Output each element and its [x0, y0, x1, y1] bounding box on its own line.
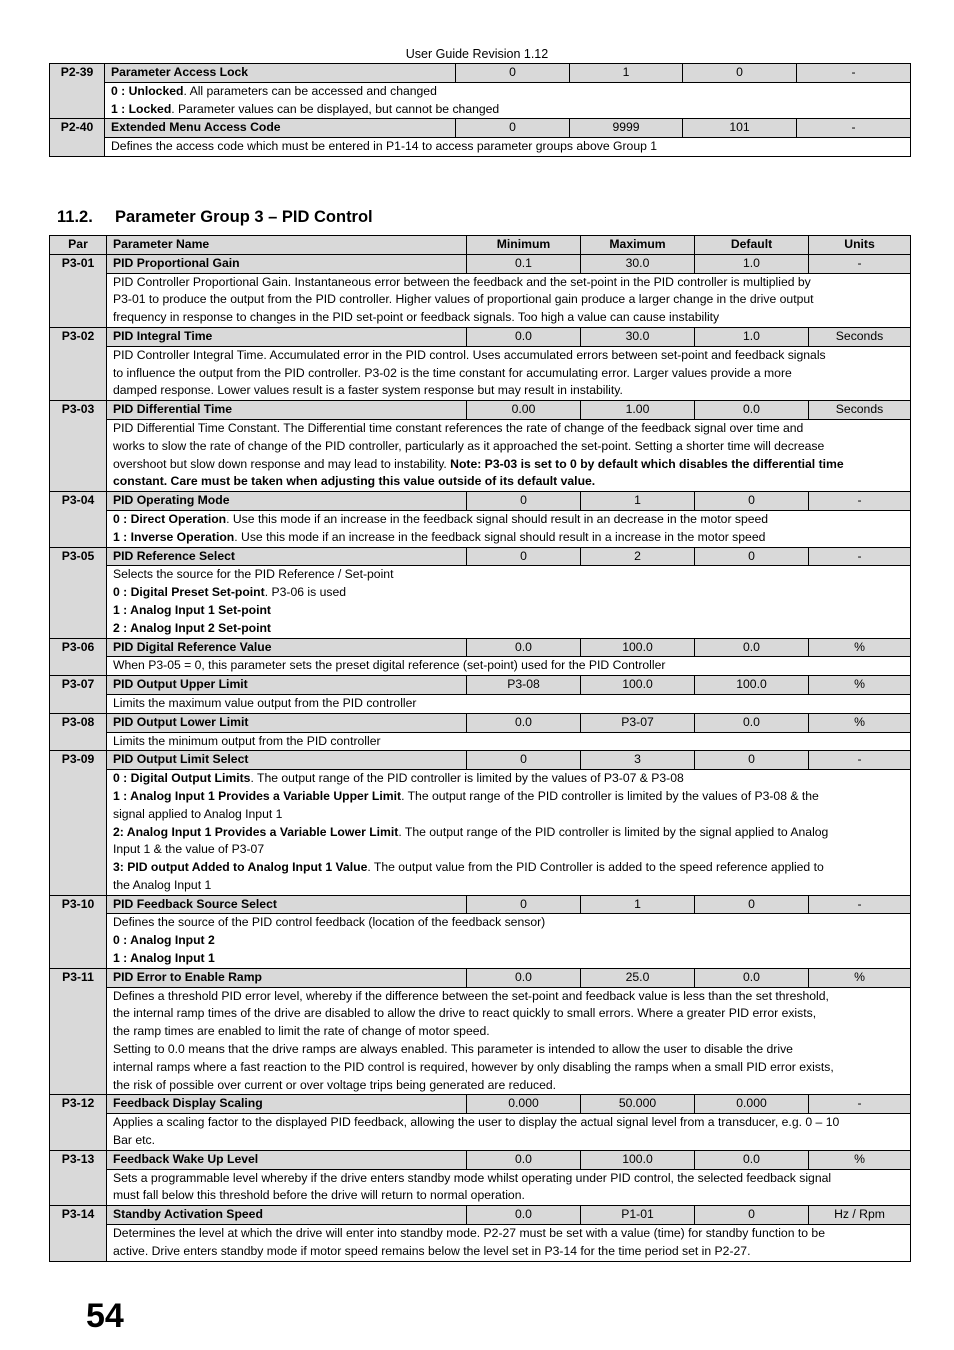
parameter-description-row: [50, 987, 911, 1095]
description-line: [113, 1041, 904, 1059]
description-bold-text: 0 : Direct Operation: [113, 511, 227, 526]
description-line: [113, 1005, 904, 1023]
description-text: works to slow the rate of change of the PID controller, particularly as it approached the set-point. Setting a shorter time will decrease: [113, 438, 825, 453]
parameter-default: 0: [695, 895, 809, 914]
description-text: . Use this mode if an increase in the feedback signal should result in a increase in the motor speed: [234, 529, 766, 544]
description-text: Bar etc.: [113, 1133, 155, 1148]
parameter-description: [107, 732, 911, 751]
description-line: [113, 382, 904, 400]
parameter-units: -: [809, 751, 911, 770]
col-units: Units: [809, 236, 911, 255]
description-text: Applies a scaling factor to the displayed PID feedback, allowing the user to display the actual signal level from a transducer, e.g. 0 – 10: [113, 1115, 840, 1130]
description-text: the internal ramp times of the drive are disabled to allow the drive to react quickly to small errors. Where a greater PID error exists,: [113, 1006, 817, 1021]
parameter-description-row: [50, 82, 911, 119]
parameter-description: [105, 82, 911, 119]
description-text: PID Controller Proportional Gain. Instantaneous error between the feedback and the set-point in the PID controller is multiplied by: [113, 274, 811, 289]
parameter-description: [107, 987, 911, 1095]
parameter-row: [50, 119, 911, 138]
col-max: Maximum: [581, 236, 695, 255]
parameter-default: 0.0: [695, 638, 809, 657]
parameter-name: PID Error to Enable Ramp: [107, 968, 467, 987]
description-line: [113, 806, 904, 824]
description-text: Defines a threshold PID error level, whereby if the difference between the set-point and feedback value is less than the set threshold,: [113, 988, 829, 1003]
parameter-minimum: 0: [467, 895, 581, 914]
parameter-maximum: 3: [581, 751, 695, 770]
parameter-default: 0: [683, 64, 797, 83]
description-text: . The output range of the PID controller is limited by the signal applied to Analog: [398, 824, 829, 839]
description-bold-text: 0 : Digital Preset Set-point: [113, 585, 265, 600]
page-number: 54: [86, 1297, 124, 1335]
description-line: [113, 365, 904, 383]
description-line: [113, 932, 904, 950]
parameter-maximum: 1: [581, 492, 695, 511]
parameter-default: 0.000: [695, 1095, 809, 1114]
parameter-default: 100.0: [695, 676, 809, 695]
description-text: Input 1 & the value of P3-07: [113, 842, 265, 857]
parameter-name: PID Digital Reference Value: [107, 638, 467, 657]
section-title: [57, 208, 373, 227]
description-line: [113, 347, 904, 365]
description-text: Selects the source for the PID Reference / Set-point: [113, 567, 394, 582]
parameter-maximum: 1: [581, 895, 695, 914]
description-text: Sets a programmable level whereby if the drive enters standby mode whilst operating under PID control, the selected feedback signal: [113, 1170, 832, 1185]
parameter-description: [107, 419, 911, 491]
description-text: active. Drive enters standby mode if motor speed remains below the level set in P3-14 for the time period set in P2-27.: [113, 1243, 751, 1258]
parameter-minimum: 0.0: [467, 327, 581, 346]
description-line: [111, 83, 904, 101]
parameter-maximum: 2: [581, 547, 695, 566]
description-line: [113, 1114, 904, 1132]
description-line: [113, 584, 904, 602]
description-line: [113, 1243, 904, 1261]
parameter-description: [107, 770, 911, 896]
description-line: [113, 1059, 904, 1077]
description-text: Defines the source of the PID control feedback (location of the feedback sensor): [113, 915, 546, 930]
description-text: must fall below this threshold before the drive will return to normal operation.: [113, 1188, 525, 1203]
parameter-name: Feedback Wake Up Level: [107, 1150, 467, 1169]
parameter-description: [107, 657, 911, 676]
description-text: P3-01 to produce the output from the PID controller. Higher values of proportional gain produce a larger change in the drive output: [113, 292, 814, 307]
parameter-row: [50, 254, 911, 273]
parameter-description-row: [50, 1225, 911, 1262]
parameter-minimum: 0.0: [467, 1206, 581, 1225]
parameter-name: PID Reference Select: [107, 547, 467, 566]
parameter-code: P3-09: [50, 751, 107, 895]
parameter-description-row: [50, 419, 911, 491]
parameter-row: [50, 895, 911, 914]
parameter-row: [50, 492, 911, 511]
parameter-minimum: 0.00: [467, 401, 581, 420]
description-bold-text: 1 : Analog Input 1 Provides a Variable Upper Limit: [113, 788, 402, 803]
description-text: Determines the level at which the drive will enter into standby mode. P2-27 must be set with a value (time) for standby function to be: [113, 1226, 825, 1241]
description-text: the Analog Input 1: [113, 877, 212, 892]
description-line: [113, 291, 904, 309]
parameter-code: P3-10: [50, 895, 107, 968]
parameter-minimum: 0.000: [467, 1095, 581, 1114]
parameter-code: P3-13: [50, 1150, 107, 1205]
parameter-units: Hz / Rpm: [809, 1206, 911, 1225]
parameter-units: -: [809, 492, 911, 511]
parameter-code: P3-02: [50, 327, 107, 400]
description-text: . All parameters can be accessed and changed: [183, 83, 437, 98]
description-text: overshoot but slow down response and may lead to instability.: [113, 456, 451, 471]
parameter-units: %: [809, 713, 911, 732]
parameter-table-group-2: [49, 63, 911, 157]
section-number: 11.2.: [57, 208, 93, 226]
parameter-code: P3-07: [50, 676, 107, 714]
description-line: [113, 309, 904, 327]
parameter-maximum: 1.00: [581, 401, 695, 420]
description-line: [113, 1023, 904, 1041]
parameter-description: [107, 1114, 911, 1151]
parameter-code: P3-06: [50, 638, 107, 676]
parameter-name: Extended Menu Access Code: [105, 119, 456, 138]
page-header: User Guide Revision 1.12: [405, 47, 549, 61]
parameter-description-row: [50, 510, 911, 547]
parameter-code: P3-04: [50, 492, 107, 547]
parameter-minimum: 0.0: [467, 713, 581, 732]
description-line: [113, 620, 904, 638]
parameter-minimum: 0.0: [467, 968, 581, 987]
description-text: . The output range of the PID controller is limited by the values of P3-08 & the: [401, 788, 819, 803]
description-text: signal applied to Analog Input 1: [113, 806, 283, 821]
parameter-code: P3-08: [50, 713, 107, 751]
parameter-default: 1.0: [695, 254, 809, 273]
description-line: [111, 101, 904, 119]
description-bold-text: 1 : Analog Input 1: [113, 951, 215, 966]
description-text: Limits the minimum output from the PID controller: [113, 733, 381, 748]
parameter-maximum: 1: [570, 64, 683, 83]
description-line: [113, 770, 904, 788]
parameter-name: PID Operating Mode: [107, 492, 467, 511]
parameter-maximum: 100.0: [581, 1150, 695, 1169]
parameter-description: [107, 346, 911, 400]
parameter-row: [50, 64, 911, 83]
parameter-row: [50, 327, 911, 346]
parameter-row: [50, 401, 911, 420]
parameter-row: [50, 547, 911, 566]
col-min: Minimum: [467, 236, 581, 255]
description-text: the ramp times are enabled to limit the rate of change of motor speed.: [113, 1024, 490, 1039]
parameter-code: P3-05: [50, 547, 107, 638]
parameter-description: [107, 510, 911, 547]
description-line: [113, 529, 904, 547]
column-header-row: [50, 236, 911, 255]
parameter-description-row: [50, 694, 911, 713]
parameter-units: %: [809, 968, 911, 987]
parameter-units: -: [797, 64, 911, 83]
parameter-code: P3-11: [50, 968, 107, 1095]
description-line: [113, 950, 904, 968]
parameter-units: -: [797, 119, 911, 138]
parameter-units: -: [809, 895, 911, 914]
description-line: [113, 788, 904, 806]
description-text: damped response. Lower values result is a faster system response but may result in instability.: [113, 383, 623, 398]
parameter-code: P2-39: [50, 64, 105, 119]
parameter-default: 0.0: [695, 968, 809, 987]
parameter-minimum: 0: [467, 547, 581, 566]
parameter-row: [50, 1206, 911, 1225]
description-bold-text: 1 : Locked: [111, 101, 172, 116]
section-heading: Parameter Group 3 – PID Control: [115, 208, 373, 226]
description-text: Limits the maximum value output from the PID controller: [113, 695, 417, 710]
parameter-maximum: 30.0: [581, 327, 695, 346]
parameter-maximum: P1-01: [581, 1206, 695, 1225]
description-line: [113, 438, 904, 456]
parameter-units: %: [809, 1150, 911, 1169]
description-line: [113, 877, 904, 895]
description-line: [113, 566, 904, 584]
description-line: [113, 1225, 904, 1243]
parameter-name: PID Output Lower Limit: [107, 713, 467, 732]
parameter-row: [50, 1150, 911, 1169]
parameter-default: 0: [695, 492, 809, 511]
parameter-name: PID Feedback Source Select: [107, 895, 467, 914]
description-line: [113, 859, 904, 877]
description-bold-text: 0 : Analog Input 2: [113, 933, 215, 948]
description-line: [113, 657, 904, 675]
description-bold-text: 1 : Inverse Operation: [113, 529, 235, 544]
description-text: frequency in response to changes in the PID set-point or feedback signals. Too high a value can cause instability: [113, 310, 720, 325]
parameter-name: PID Integral Time: [107, 327, 467, 346]
parameter-minimum: 0.0: [467, 1150, 581, 1169]
description-text: When P3-05 = 0, this parameter sets the preset digital reference (set-point) used for the PID Controller: [113, 658, 666, 673]
col-default: Default: [695, 236, 809, 255]
description-line: [113, 733, 904, 751]
description-text: . P3-06 is used: [264, 585, 346, 600]
parameter-description: [107, 273, 911, 327]
description-text: . The output range of the PID controller is limited by the values of P3-07 & P3-08: [250, 771, 684, 786]
parameter-description-row: [50, 566, 911, 638]
description-bold-text: 2: Analog Input 1 Provides a Variable Lower Limit: [113, 824, 399, 839]
parameter-description: [107, 694, 911, 713]
description-line: [113, 1132, 904, 1150]
description-line: [113, 420, 904, 438]
description-text: . Parameter values can be displayed, but cannot be changed: [171, 101, 500, 116]
parameter-description-row: [50, 138, 911, 157]
description-bold-text: Note: P3-03 is set to 0 by default which disables the differential time: [450, 456, 844, 471]
col-name: Parameter Name: [107, 236, 467, 255]
description-line: [113, 824, 904, 842]
description-line: [113, 473, 904, 491]
description-text: Setting to 0.0 means that the drive ramps are always enabled. This parameter is intended to allow the user to disable the drive: [113, 1042, 793, 1057]
parameter-maximum: 100.0: [581, 638, 695, 657]
description-line: [113, 695, 904, 713]
parameter-description-row: [50, 1169, 911, 1206]
parameter-units: %: [809, 676, 911, 695]
parameter-description-row: [50, 732, 911, 751]
parameter-description-row: [50, 657, 911, 676]
parameter-default: 0: [695, 547, 809, 566]
parameter-row: [50, 638, 911, 657]
parameter-units: %: [809, 638, 911, 657]
parameter-minimum: P3-08: [467, 676, 581, 695]
parameter-default: 0: [695, 751, 809, 770]
parameter-minimum: 0.0: [467, 638, 581, 657]
parameter-name: Standby Activation Speed: [107, 1206, 467, 1225]
description-bold-text: 0 : Digital Output Limits: [113, 771, 251, 786]
description-text: Defines the access code which must be entered in P1-14 to access parameter groups above Group 1: [111, 139, 658, 154]
parameter-description: [107, 914, 911, 968]
parameter-maximum: 30.0: [581, 254, 695, 273]
parameter-name: PID Output Limit Select: [107, 751, 467, 770]
parameter-description-row: [50, 770, 911, 896]
description-text: PID Differential Time Constant. The Differential time constant references the rate of change of the feedback signal over time and: [113, 420, 804, 435]
parameter-row: [50, 751, 911, 770]
description-bold-text: 2 : Analog Input 2 Set-point: [113, 620, 271, 635]
parameter-minimum: 0: [456, 64, 570, 83]
parameter-description-row: [50, 273, 911, 327]
description-text: PID Controller Integral Time. Accumulated error in the PID control. Uses accumulated errors between set-point and feedback signals: [113, 347, 826, 362]
parameter-default: 101: [683, 119, 797, 138]
parameter-units: -: [809, 254, 911, 273]
description-line: [111, 138, 904, 156]
parameter-description-row: [50, 346, 911, 400]
parameter-name: PID Differential Time: [107, 401, 467, 420]
parameter-units: Seconds: [809, 327, 911, 346]
parameter-minimum: 0: [456, 119, 570, 138]
description-bold-text: 0 : Unlocked: [111, 83, 184, 98]
description-bold-text: 3: PID output Added to Analog Input 1 Value: [113, 860, 368, 875]
parameter-code: P3-14: [50, 1206, 107, 1261]
parameter-name: Parameter Access Lock: [105, 64, 456, 83]
parameter-maximum: 50.000: [581, 1095, 695, 1114]
description-line: [113, 841, 904, 859]
col-par: Par: [50, 236, 107, 255]
parameter-name: PID Proportional Gain: [107, 254, 467, 273]
parameter-maximum: 25.0: [581, 968, 695, 987]
parameter-row: [50, 713, 911, 732]
parameter-description-row: [50, 914, 911, 968]
parameter-maximum: 100.0: [581, 676, 695, 695]
parameter-code: P3-01: [50, 254, 107, 327]
parameter-default: 0.0: [695, 1150, 809, 1169]
parameter-code: P3-03: [50, 401, 107, 492]
parameter-default: 0: [695, 1206, 809, 1225]
description-line: [113, 914, 904, 932]
parameter-row: [50, 968, 911, 987]
parameter-default: 0.0: [695, 401, 809, 420]
parameter-name: Feedback Display Scaling: [107, 1095, 467, 1114]
parameter-maximum: 9999: [570, 119, 683, 138]
parameter-description: [107, 566, 911, 638]
parameter-default: 1.0: [695, 327, 809, 346]
parameter-name: PID Output Upper Limit: [107, 676, 467, 695]
description-bold-text: constant. Care must be taken when adjusting this value outside of its default value.: [113, 474, 596, 489]
description-line: [113, 1187, 904, 1205]
description-bold-text: 1 : Analog Input 1 Set-point: [113, 602, 271, 617]
description-line: [113, 274, 904, 292]
parameter-table-group-3: [49, 235, 911, 1262]
parameter-description: [107, 1169, 911, 1206]
description-line: [113, 1077, 904, 1095]
parameter-units: Seconds: [809, 401, 911, 420]
parameter-units: -: [809, 547, 911, 566]
description-line: [113, 988, 904, 1006]
description-line: [113, 1170, 904, 1188]
description-line: [113, 602, 904, 620]
parameter-row: [50, 1095, 911, 1114]
parameter-minimum: 0: [467, 492, 581, 511]
description-text: . The output value from the PID Controller is added to the speed reference applied to: [367, 860, 824, 875]
description-text: to influence the output from the PID controller. P3-02 is the time constant for accumulating error. Larger values provide a more: [113, 365, 792, 380]
parameter-default: 0.0: [695, 713, 809, 732]
parameter-description: [105, 138, 911, 157]
parameter-minimum: 0: [467, 751, 581, 770]
parameter-maximum: P3-07: [581, 713, 695, 732]
description-line: [113, 456, 904, 474]
parameter-code: P2-40: [50, 119, 105, 157]
parameter-code: P3-12: [50, 1095, 107, 1150]
description-text: the risk of possible over current or over voltage trips being generated are reduced.: [113, 1077, 557, 1092]
description-line: [113, 511, 904, 529]
parameter-row: [50, 676, 911, 695]
parameter-minimum: 0.1: [467, 254, 581, 273]
description-text: internal ramps where a fast reaction to the PID control is required, however by only disabling the ramps when a small PID error exists,: [113, 1059, 834, 1074]
parameter-description-row: [50, 1114, 911, 1151]
description-text: . Use this mode if an increase in the feedback signal should result in an decrease in the motor speed: [226, 511, 769, 526]
parameter-units: -: [809, 1095, 911, 1114]
parameter-description: [107, 1225, 911, 1262]
